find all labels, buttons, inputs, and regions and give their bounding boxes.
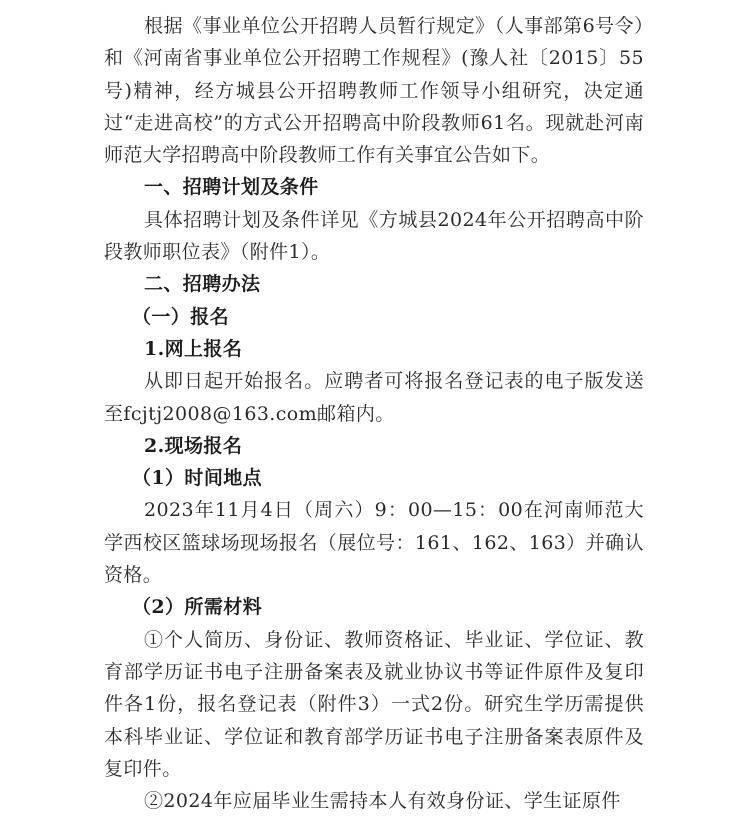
section-heading-recruitment-method: 二、招聘办法 [144,273,261,296]
materials-paragraph-2: ②2024年应届毕业生需持本人有效身份证、学生证原件 [144,790,621,813]
materials-paragraph-1: ①个人简历、身份证、教师资格证、毕业证、学位证、教育部学历证书电子注册备案表及就业协议书等证件原件及复印件各1份，报名登记表（附件3）一式2份。研究生学历需提供本科毕业证、学位证和教育部学历证书电子注册备案表原件及复印件。 [104,628,644,780]
item-heading-onsite-registration: 2.现场报名 [144,434,243,457]
document-body [104,10,644,817]
point-heading-materials: （2）所需材料 [132,596,263,619]
item-heading-online-registration: 1.网上报名 [144,337,243,360]
online-registration-paragraph: 从即日起开始报名。应聘者可将报名登记表的电子版发送至fcjtj2008@163.com邮箱内。 [104,370,644,425]
time-place-paragraph: 2023年11月4日（周六）9：00—15：00在河南师范大学西校区篮球场现场报名（展位号：161、162、163）并确认资格。 [104,499,644,587]
subsection-heading-registration: （一）报名 [132,305,230,328]
recruitment-plan-paragraph: 具体招聘计划及条件详见《方城县2024年公开招聘高中阶段教师职位表》（附件1）。 [104,208,644,264]
section-heading-recruitment-plan: 一、招聘计划及条件 [144,176,319,199]
intro-paragraph: 根据《事业单位公开招聘人员暂行规定》（人事部第6号令）和《河南省事业单位公开招聘工作规程》(豫人社〔2015〕55号)精神，经方城县公开招聘教师工作领导小组研究，决定通过“走进高校”的方式公开招聘高中阶段教师61名。现就赴河南师范大学招聘高中阶段教师工作有关事宜公告如下。 [104,15,644,167]
point-heading-time-place: （1）时间地点 [132,467,263,490]
